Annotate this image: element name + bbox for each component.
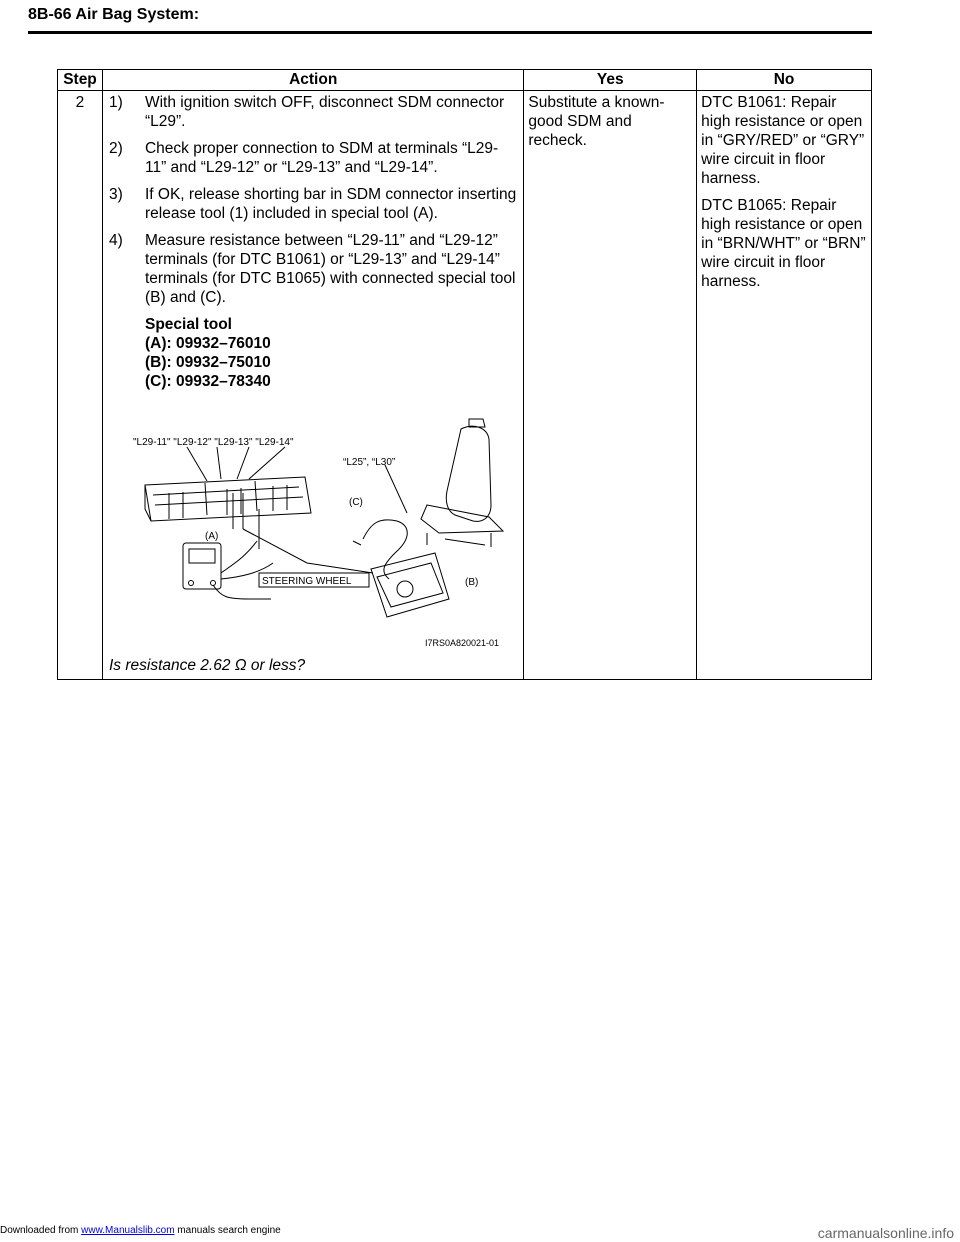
label-c: (C) — [348, 497, 363, 508]
action-list — [109, 93, 517, 307]
action-item: 3) If OK, release shorting bar in SDM connector inserting release tool (1) included in special tool (A). — [108, 186, 517, 222]
question-text: Is resistance 2.62 Ω or less? — [108, 657, 306, 674]
terminal-labels: "L29-11" "L29-12" "L29-13" "L29-14" — [132, 437, 294, 448]
col-action: Action — [102, 70, 523, 91]
yes-cell — [524, 91, 697, 680]
action-cell — [102, 91, 523, 680]
yes-text: Substitute a known-good SDM and recheck. — [528, 94, 665, 149]
table-row — [58, 91, 872, 680]
table-header-row — [58, 70, 872, 91]
special-tool-block — [109, 315, 517, 391]
download-footer: Downloaded from www.Manualslib.com manuals search engine — [0, 1225, 281, 1236]
col-no: No — [697, 70, 872, 91]
label-a: (A) — [204, 531, 219, 542]
special-tool-c: (C): 09932–78340 — [144, 373, 271, 390]
sdm-connector-icon — [145, 477, 311, 521]
action-item: 4) Measure resistance between “L29-11” and “L29-12” terminals (for DTC B1061) or “L29-13” and “L29-14” terminals (for DTC B1065) with connected special tool (B) and (C). — [108, 232, 516, 306]
action-item: 2) Check proper connection to SDM at terminals “L29-11” and “L29-12” or “L29-13” and “L29-14”. — [108, 140, 499, 176]
special-tool-title: Special tool — [144, 316, 232, 333]
label-steering-wheel: STEERING WHEEL — [261, 576, 352, 587]
no-cell — [697, 91, 872, 680]
action-item: 1) With ignition switch OFF, disconnect SDM connector “L29”. — [108, 94, 505, 130]
wiring-figure — [109, 413, 517, 656]
col-step: Step — [58, 70, 103, 91]
col-yes: Yes — [524, 70, 697, 91]
wiring-illustration — [109, 413, 519, 656]
watermark-text: carmanualsonline.info — [817, 1225, 954, 1241]
tool-b-icon — [371, 553, 449, 617]
special-tool-a: (A): 09932–76010 — [144, 335, 271, 352]
page-header: 8B-66 Air Bag System: — [28, 6, 200, 23]
figure-code: I7RS0A820021-01 — [424, 638, 500, 648]
label-b: (B) — [464, 577, 479, 588]
header-rule — [28, 31, 872, 34]
manualslib-link[interactable]: www.Manualslib.com — [81, 1225, 175, 1236]
special-tool-b: (B): 09932–75010 — [144, 354, 271, 371]
no-text-b1061: DTC B1061: Repair high resistance or open in “GRY/RED” or “GRY” wire circuit in floor harness. — [701, 94, 865, 187]
no-text-b1065: DTC B1065: Repair high resistance or open in “BRN/WHT” or “BRN” wire circuit in floor harness. — [701, 197, 866, 290]
label-l25-l30: “L25”, “L30” — [342, 457, 396, 468]
step-number: 2 — [58, 91, 103, 680]
seat-icon — [421, 419, 503, 547]
ohmmeter-icon — [183, 543, 221, 589]
troubleshooting-table — [57, 69, 872, 680]
